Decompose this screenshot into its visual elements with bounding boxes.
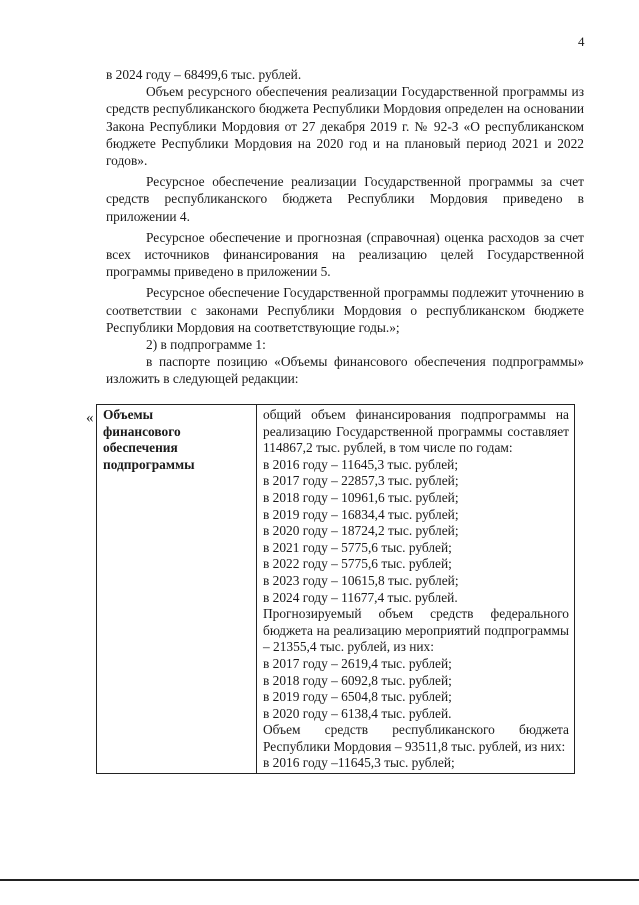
- paragraph-appendix-4: Ресурсное обеспечение реализации Государственной программы за счет средств республиканского бюджета Республики Мордовия приведено в приложении 4.: [106, 174, 584, 224]
- paragraph-clarification: Ресурсное обеспечение Государственной программы подлежит уточнению в соответствии с законами Республики Мордовия о республиканском бюджете Республики Мордовия на соответствующие годы.»;: [106, 285, 584, 335]
- year-line: в 2022 году – 5775,6 тыс. рублей;: [263, 556, 452, 572]
- federal-year-line: в 2017 году – 2619,4 тыс. рублей;: [263, 655, 452, 671]
- paragraph-passport-position: в паспорте позицию «Объемы финансового обеспечения подпрограммы» изложить в следующей редакции:: [106, 354, 584, 387]
- federal-budget-text: Прогнозируемый объем средств федерального бюджета на реализацию мероприятий подпрограммы – 21355,4 тыс. рублей, из них:: [263, 606, 569, 655]
- paragraph-resource-volume: Объем ресурсного обеспечения реализации Государственной программы из средств республиканского бюджета Республики Мордовия определен на основании Закона Республики Мордовия от 27 декабря 2019 г. № 92-З «О республиканском бюджете Республики Мордовия на 2020 год и на плановый период 2021 и 2022 годов».: [106, 84, 584, 169]
- total-financing-text: общий объем финансирования подпрограммы на реализацию Государственной программы составляет 114867,2 тыс. рублей, в том числе по годам:: [263, 407, 569, 456]
- federal-year-line: в 2020 году – 6138,4 тыс. рублей.: [263, 705, 452, 721]
- year-line: в 2020 году – 18724,2 тыс. рублей;: [263, 523, 459, 539]
- table-row: [97, 405, 575, 774]
- republic-budget-text: Объем средств республиканского бюджета Республики Мордовия – 93511,8 тыс. рублей, из них:: [263, 722, 569, 754]
- year-line: в 2024 году – 11677,4 тыс. рублей.: [263, 589, 458, 605]
- page-number: 4: [578, 34, 585, 49]
- page-bottom-rule: [0, 879, 639, 881]
- year-line: в 2016 году – 11645,3 тыс. рублей;: [263, 456, 459, 472]
- table-value-cell: [257, 405, 575, 774]
- label-line: финансового: [103, 423, 181, 439]
- table-label-cell: [97, 405, 257, 774]
- federal-year-line: в 2019 году – 6504,8 тыс. рублей;: [263, 689, 452, 705]
- year-line: в 2021 году – 5775,6 тыс. рублей;: [263, 539, 452, 555]
- paragraph-appendix-5: Ресурсное обеспечение и прогнозная (справочная) оценка расходов за счет всех источников финансирования на реализацию целей Государственной программы приведено в приложении 5.: [106, 229, 584, 280]
- year-line: в 2018 году – 10961,6 тыс. рублей;: [263, 489, 459, 505]
- republic-year-line: в 2016 году –11645,3 тыс. рублей;: [263, 755, 455, 771]
- opening-quote-mark: «: [86, 410, 94, 426]
- financing-table: [96, 404, 575, 774]
- label-line: обеспечения: [103, 440, 178, 456]
- document-body: [106, 66, 584, 388]
- federal-year-line: в 2018 году – 6092,8 тыс. рублей;: [263, 672, 452, 688]
- label-line: подпрограммы: [103, 456, 195, 472]
- paragraph-subprogram-1: 2) в подпрограмме 1:: [146, 337, 266, 353]
- year-line: в 2017 году – 22857,3 тыс. рублей;: [263, 473, 459, 489]
- label-line: Объемы: [103, 407, 154, 422]
- paragraph-year-2024: в 2024 году – 68499,6 тыс. рублей.: [106, 67, 302, 82]
- year-line: в 2019 году – 16834,4 тыс. рублей;: [263, 506, 459, 522]
- year-line: в 2023 году – 10615,8 тыс. рублей;: [263, 572, 459, 588]
